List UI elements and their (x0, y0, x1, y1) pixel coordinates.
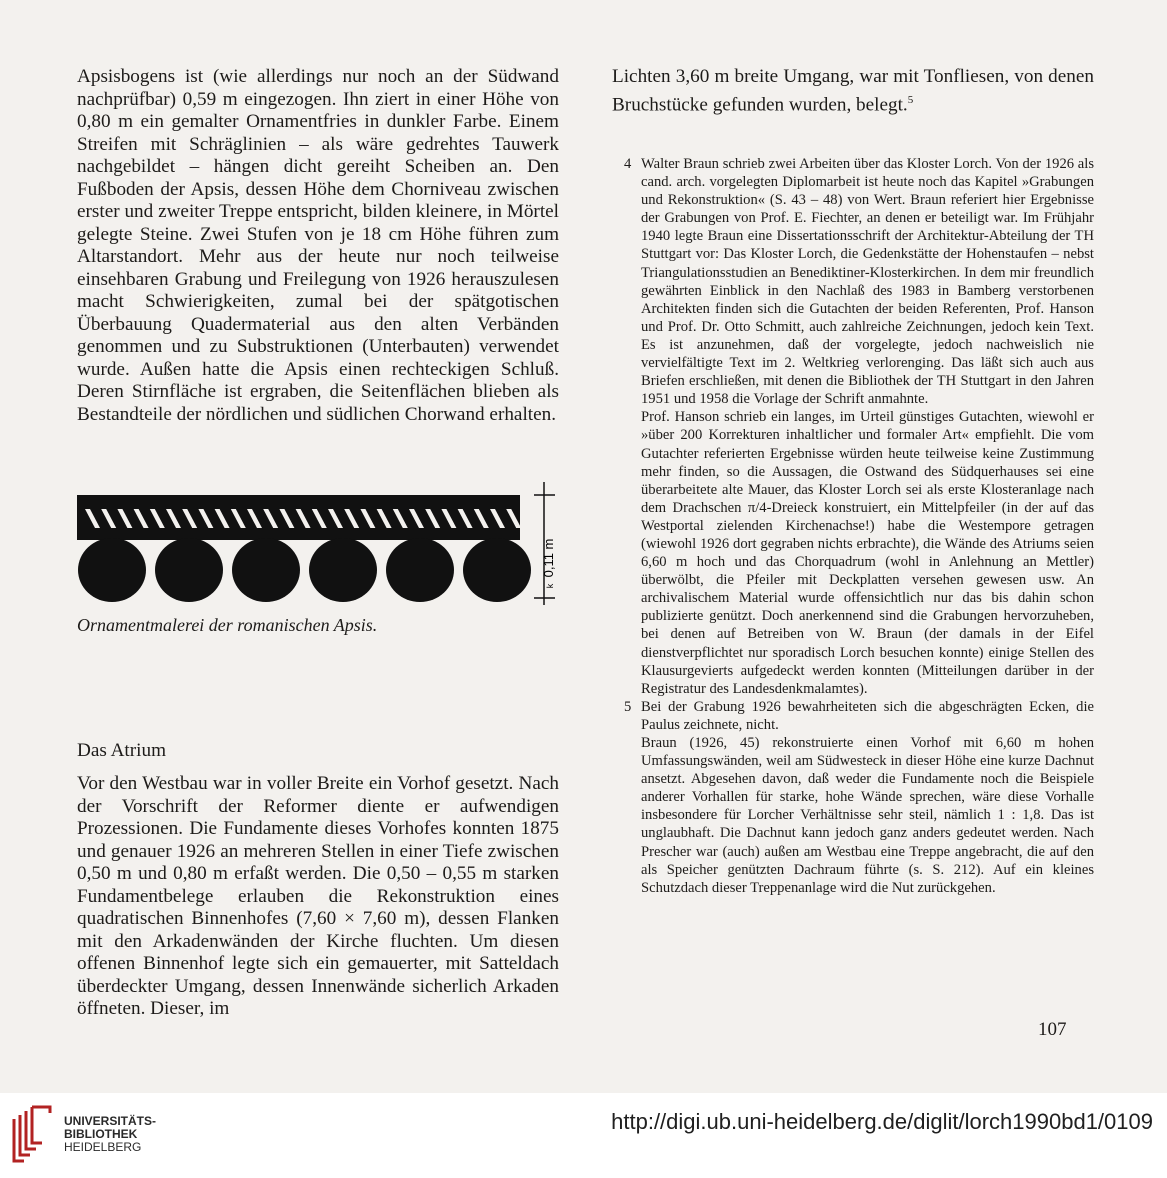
ornament-disc (155, 538, 223, 602)
left-column (77, 66, 559, 426)
atrium-section (77, 773, 559, 1021)
ornament-frieze-drawing (77, 478, 567, 613)
continuation-text: Lichten 3,60 m breite Umgang, war mit Tonfliesen, von denen Bruchstücke gefunden wurden, belegt. (612, 66, 1094, 115)
library-name[interactable] (64, 1115, 156, 1154)
footnote-text: Bei der Grabung 1926 bewahrheiteten sich die abgeschrägten Ecken, die Paulus zeichnete, nicht. (641, 698, 1094, 733)
permalink-url[interactable]: http://digi.ub.uni-heidelberg.de/diglit/lorch1990bd1/0109 (611, 1109, 1153, 1134)
footnote-reference: 5 (907, 93, 914, 106)
footnote-5 (612, 698, 1094, 734)
footnotes (612, 155, 1094, 897)
library-logo-icon[interactable] (10, 1105, 56, 1163)
footnote-4 (612, 155, 1094, 408)
figure-caption: Ornamentmalerei der romanischen Apsis. (77, 615, 378, 635)
dimension-marker: k (545, 583, 555, 589)
library-name-line1: UNIVERSITÄTS- (64, 1114, 157, 1128)
page-number: 107 (1038, 1019, 1067, 1040)
ornament-disc (386, 538, 454, 602)
footnote-4-continuation: Prof. Hanson schrieb ein langes, im Urteil günstiges Gutachten, wiewohl er »über 200 Korrekturen inhaltlicher und formaler Art« empfiehlt. Die vom Gutachter referierten Ergebnisse würden heute teilweise keine Zustimmung mehr finden, so die Aussagen, die Ostwand des Südquerhauses sei eine überarbeitete alte Mauer, das Kloster Lorch sei als erste Klosteranlage nach dem Drachschen π/4-Dreieck konstruiert, ein Mittelpfeiler (in der auf das Westportal zielenden Kirchenachse!) habe die Westempore getragen (wiewohl 1926 dort gegraben nichts erbrachte), die Wände des Atriums seien 6,60 m hoch und das Chorquadrum (wohl in Anlehnung an Mettler) überwölbt, die Pfeiler mit Deckplatten versehen gewesen usw. An archivalischem Material wurde offensichtlich nur das bis dahin schon publizierte genützt. Doch anerkennend sind die Grabungen hervorzuheben, bei denen auf Betreiben von W. Braun (der damals in der Eifel dienstverpflichtet nur sporadisch Lorch besuchen konnte) einige Stellen des Klausurgevierts aufgedeckt werden konnten (Mitteilungen darüber in der Registratur des Landesdenkmalamtes). (641, 409, 1094, 697)
body-paragraph-atrium: Vor den Westbau war in voller Breite ein Vorhof gesetzt. Nach der Vorschrift der Reformer diente er aufwendigen Prozessionen. Die Fundamente dieses Vorhofes konnten 1875 und genauer 1926 an mehreren Stellen in einer Tiefe zwischen 0,50 m und 0,80 m erfaßt werden. Die 0,50 – 0,55 m starken Fundamentbelege erlauben die Rekonstruktion eines quadratischen Binnenhofes (7,60 × 7,60 m), dessen Flanken mit den Arkadenwänden der Kirche fluchten. Um diesen offenen Binnenhof legte sich ein gemauerter, mit Satteldach überdeckter Umgang, dessen Innenwände sicherlich Arkaden öffneten. Dieser, im (77, 773, 559, 1019)
ornament-disc (309, 538, 377, 602)
library-name-line2: BIBLIOTHEK (64, 1127, 138, 1141)
body-paragraph-continuation (612, 66, 1094, 116)
dimension-label: 0,11 m (541, 538, 556, 578)
footnote-5-continuation: Braun (1926, 45) rekonstruierte einen Vorhof mit 6,60 m hohen Umfassungswänden, weil am Südwesteck in dieser Höhe eine kurze Dachnut ansetzt. Abgesehen davon, daß weder die Fundamente noch die Beispiele anderer Vorhallen für starke, hohe Wände sprechen, wäre diese Vorhalle insbesondere für Lorcher Verhältnisse sehr steil, nämlich 1 : 1,8. Das ist unglaubhaft. Die Dachnut kann jedoch ganz anders gedeutet werden. Nach Prescher war (auch) außen am Westbau eine Treppe angebracht, die auf den als Speicher genützten Dachraum führte (s. S. 212). Auf ein kleines Schutzdach dieser Treppenanlage wird die Nut zurückgehen. (641, 735, 1094, 896)
ornament-figure (77, 478, 567, 613)
section-heading: Das Atrium (77, 740, 167, 761)
ornament-disc (463, 538, 531, 602)
footnote-number: 5 (624, 698, 632, 715)
footnote-number: 4 (624, 156, 632, 172)
footer-bar (0, 1093, 1167, 1178)
ornament-disc (232, 538, 300, 602)
footnote-text: Walter Braun schrieb zwei Arbeiten über das Kloster Lorch. Von der 1926 als cand. arch. vorgelegten Diplomarbeit ist heute noch das Kapitel »Grabungen und Rekonstruktion« (S. 43 – 48) von Wert. Braun referiert hier Ergebnisse der Grabungen von Prof. E. Fiechter, an denen er beteiligt war. Im Frühjahr 1940 legte Braun eine Dissertationsschrift der Architektur-Abteilung der TH Stuttgart vor: Das Kloster Lorch, die Gedenkstätte der Hohenstaufen – nebst Triangulationsstudien an Benediktiner-Klosterkirchen. In dem mir freundlich gewährten Einblick in den Nachlaß des 1983 in Bamberg verstorbenen Architekten finden sich die Gutachten der beiden Referenten, Prof. Hanson und Prof. Dr. Otto Schmitt, auch zahlreiche Zeichnungen, jedoch kein Text. Es ist anzunehmen, daß der vorgelegte, jedoch nachweislich nie vervielfältigte Text im 2. Weltkrieg verlorenging. Das läßt sich auch aus Briefen erschließen, mit denen die Bibliothek der TH Stuttgart in den Jahren 1951 und 1958 die Vorlage der Schrift anmahnte. (641, 156, 1094, 408)
body-paragraph-apsis: Apsisbogens ist (wie allerdings nur noch an der Südwand nachprüfbar) 0,59 m eingezogen. Ihn ziert in einer Höhe von 0,80 m ein gemalter Ornamentfries in dunkler Farbe. Einem Streifen mit Schräglinien – als wäre gedrehtes Tauwerk nachgebildet – hängen dicht gereiht Scheiben an. Den Fußboden der Apsis, dessen Höhe dem Chorniveau zwischen erster und zweiter Treppe entspricht, bilden kleinere, in Mörtel gelegte Steine. Zwei Stufen von je 18 cm Höhe führen zum Altarstandort. Mehr aus der heute nur noch teilweise einsehbaren Grabung und Freilegung von 1926 herauszulesen macht Schwierigkeiten, zumal bei der spätgotischen Überbauung Quadermaterial aus den alten Verbänden genommen und zu Substruktionen (Unterbauten) verwendet wurde. Außen hatte die Apsis einen rechteckigen Schluß. Deren Stirnfläche ist ergraben, die Seitenflächen blieben als Bestandteile der nördlichen und südlichen Chorwand erhalten. (77, 66, 559, 425)
right-column (612, 66, 1094, 116)
ornament-disc (78, 538, 146, 602)
library-name-line3: HEIDELBERG (64, 1140, 142, 1154)
